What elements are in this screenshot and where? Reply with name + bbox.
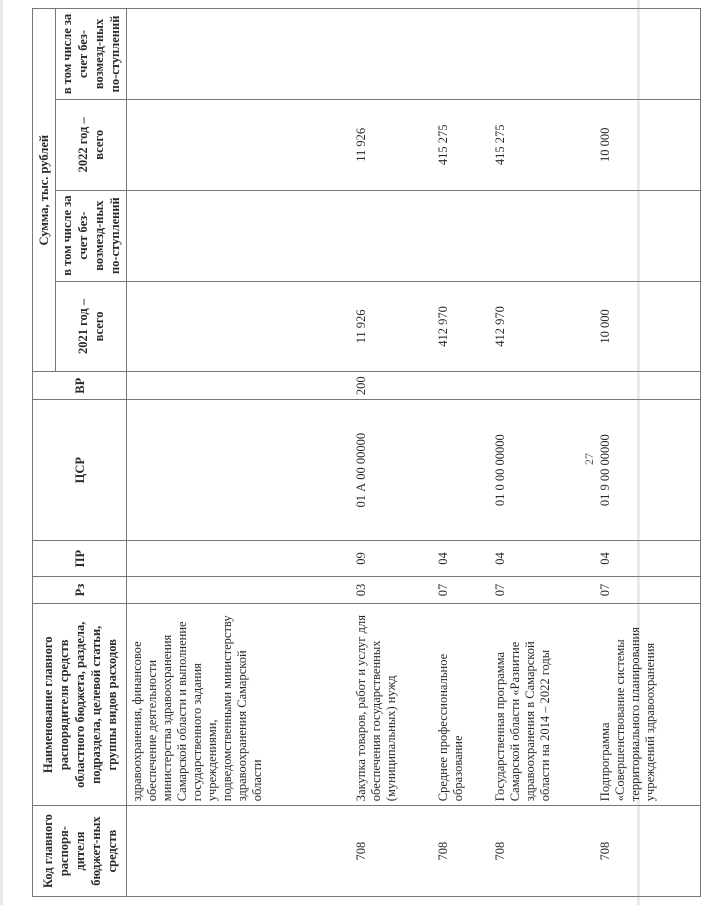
row-code: 708 (433, 806, 490, 897)
header-code: Код главного распоря-дителя бюджет-ных средств (33, 806, 127, 897)
row-pr: 04 (490, 541, 595, 576)
row-2022-total (127, 99, 352, 190)
row-rz (127, 576, 352, 604)
table-row (351, 9, 432, 897)
table-row (595, 9, 701, 897)
row-csr: 01 А 00 00000 (351, 400, 432, 541)
table-row (127, 9, 352, 897)
header-2021-incl: в том числе за счет без-возмезд-ных по-ступлений (56, 190, 127, 281)
row-2022-incl (490, 9, 595, 100)
header-csr: ЦСР (33, 400, 127, 541)
row-2022-incl (127, 9, 352, 100)
row-csr (433, 400, 490, 541)
row-csr: 01 0 00 00000 (490, 400, 595, 541)
row-name: Среднее профессиональное образование (433, 604, 490, 806)
header-2022-incl: в том числе за счет без-возмезд-ных по-ступлений (56, 9, 127, 100)
header-name: Наименование главного распорядителя средств областного бюджета, раздела, подраздела, целевой статьи, группы видов расходов (33, 604, 127, 806)
row-name: Закупка товаров, работ и услуг для обеспечения государственных (муниципальных) нужд (351, 604, 432, 806)
row-2022-total: 11 926 (351, 99, 432, 190)
row-rz: 07 (595, 576, 701, 604)
row-pr (127, 541, 352, 576)
header-pr: ПР (33, 541, 127, 576)
row-rz: 07 (433, 576, 490, 604)
row-2021-incl (351, 190, 432, 281)
table-row (490, 9, 595, 897)
row-pr: 04 (433, 541, 490, 576)
row-2022-total: 10 000 (595, 99, 701, 190)
row-2022-total: 415 275 (433, 99, 490, 190)
row-pr: 09 (351, 541, 432, 576)
header-2021-total: 2021 год – всего (56, 281, 127, 372)
row-vr (595, 372, 701, 400)
header-vr: ВР (33, 372, 127, 400)
row-2022-incl (595, 9, 701, 100)
row-code: 708 (351, 806, 432, 897)
row-rz: 07 (490, 576, 595, 604)
row-name: здравоохранения, финансовое обеспечение деятельности министерства здравоохранения Самарской области и выполнение государственного задания учреждениями, подведомственными министерству здравоохранения Самарской области (127, 604, 352, 806)
table-header (33, 9, 127, 897)
row-2022-incl (351, 9, 432, 100)
row-csr (127, 400, 352, 541)
budget-table (32, 8, 701, 897)
row-code: 708 (595, 806, 701, 897)
row-2021-incl (490, 190, 595, 281)
row-name: Подпрограмма «Совершенствование системы территориального планирования учреждений здравоохранения (595, 604, 701, 806)
row-code: 708 (490, 806, 595, 897)
row-2021-incl (127, 190, 352, 281)
page-number: 27 (582, 453, 596, 465)
row-2022-total: 415 275 (490, 99, 595, 190)
row-vr (433, 372, 490, 400)
row-vr (490, 372, 595, 400)
header-2022-total: 2022 год – всего (56, 99, 127, 190)
row-2022-incl (433, 9, 490, 100)
row-rz: 03 (351, 576, 432, 604)
row-csr: 01 9 00 00000 (595, 400, 701, 541)
row-2021-incl (433, 190, 490, 281)
row-2021-total: 11 926 (351, 281, 432, 372)
table-body (127, 9, 701, 897)
header-sum: Сумма, тыс. рублей (33, 9, 56, 372)
row-pr: 04 (595, 541, 701, 576)
row-2021-total: 412 970 (433, 281, 490, 372)
row-2021-total: 412 970 (490, 281, 595, 372)
row-2021-total: 10 000 (595, 281, 701, 372)
row-2021-incl (595, 190, 701, 281)
row-code (127, 806, 352, 897)
row-name: Государственная программа Самарской области «Развитие здравоохранения в Самарской области на 2014 – 2022 годы (490, 604, 595, 806)
header-rz: Рз (33, 576, 127, 604)
row-2021-total (127, 281, 352, 372)
row-vr (127, 372, 352, 400)
row-vr: 200 (351, 372, 432, 400)
table-row (433, 9, 490, 897)
